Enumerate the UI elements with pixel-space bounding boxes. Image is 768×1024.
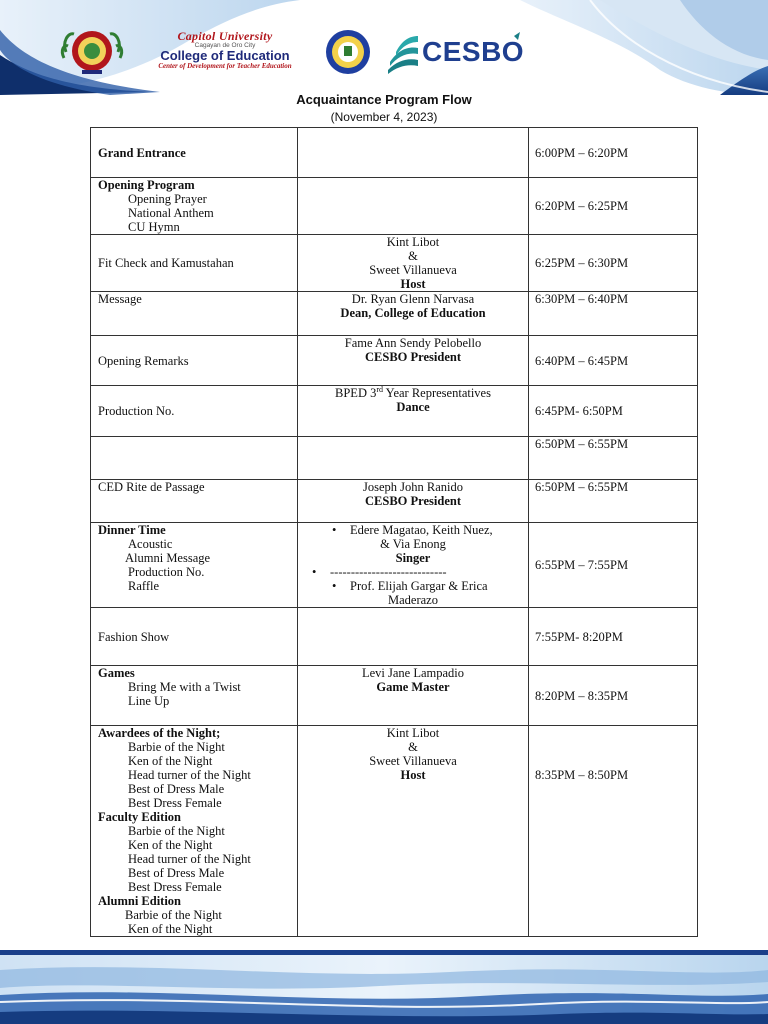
bullet-item [298,579,528,593]
person-name: Kint Libot [386,726,440,740]
person-role: Game Master [376,680,450,694]
activity-cell [91,292,298,336]
cesbo-wordmark: CESBO [422,36,525,67]
person-cell [298,336,529,386]
sub-item: Ken of the Night [128,922,213,936]
person-cell [298,235,529,292]
activity-title: CED Rite de Passage [98,480,205,494]
center-name: Center of Development for Teacher Education [158,62,292,71]
person-name: Joseph John Ranido [363,480,463,494]
person-cell [298,437,529,480]
person-cell [298,523,529,608]
time-slot: 6:25PM – 6:30PM [535,256,629,270]
time-slot: 6:20PM – 6:25PM [535,199,629,213]
table-row [91,386,698,437]
activity-cell [91,523,298,608]
person-role: CESBO President [365,494,461,508]
person-name: & [408,249,418,263]
sub-item: Barbie of the Night [128,740,225,754]
time-slot: 6:30PM – 6:40PM [535,292,629,306]
activity-title: Grand Entrance [98,145,186,160]
person-name: & Via Enong [380,537,446,551]
sub-item: Bring Me with a Twist [128,680,241,694]
time-cell [529,608,698,666]
person-name: Maderazo [388,593,438,607]
activity-cell [91,726,298,937]
time-cell [529,178,698,235]
sub-item: Ken of the Night [128,838,213,852]
person-name: Kint Libot [386,235,440,249]
time-slot: 8:20PM – 8:35PM [535,688,629,703]
bullet-icon: • [332,579,337,593]
ordinal-suffix: rd [376,384,384,394]
table-row [91,437,698,480]
sub-item: Best of Dress Male [128,866,225,880]
person-name-part: BPED 3 [335,386,377,400]
person-cell [298,608,529,666]
activity-cell [91,437,298,480]
time-cell [529,523,698,608]
person-cell [298,292,529,336]
section-heading: Faculty Edition [98,810,181,824]
sub-item: Opening Prayer [128,192,207,206]
sub-item: Barbie of the Night [125,908,222,922]
person-name: Sweet Villanueva [369,263,457,277]
sub-item: Line Up [128,694,170,708]
time-cell [529,336,698,386]
table-row [91,608,698,666]
person-role: CESBO President [365,350,461,364]
college-name: College of Education [160,48,290,64]
activity-title: Opening Remarks [98,353,189,368]
activity-title: Opening Program [98,178,195,192]
activity-title: Games [98,666,135,680]
activity-title: Production No. [98,404,175,418]
person-name-part: Year Representatives [383,386,491,400]
person-name: Levi Jane Lampadio [361,666,465,680]
university-name: Capitol University [177,29,273,43]
table-row [91,178,698,235]
time-slot: 6:00PM – 6:20PM [535,145,629,160]
time-cell [529,726,698,937]
section-heading: Alumni Edition [98,894,182,908]
sub-item: Best Dress Female [128,880,222,894]
time-slot: 6:50PM – 6:55PM [535,437,629,451]
time-cell [529,235,698,292]
table-row [91,726,698,937]
time-slot: 8:35PM – 8:50PM [535,768,629,782]
activity-cell [91,235,298,292]
sub-item: CU Hymn [128,220,180,234]
activity-title: Awardees of the Night; [98,726,221,740]
table-row [91,666,698,726]
activity-cell [91,480,298,523]
bullet-item [298,565,528,579]
sub-item: Raffle [128,579,160,593]
college-of-education-seal-icon [320,28,376,76]
person-name: Dr. Ryan Glenn Narvasa [351,292,475,306]
table-row [91,235,698,292]
person-cell [298,666,529,726]
time-slot: 6:55PM – 7:55PM [535,558,629,572]
bullet-item [298,523,528,537]
page-title: Acquaintance Program Flow [296,92,472,107]
table-row [91,292,698,336]
activity-cell [91,608,298,666]
person-role: Host [400,277,426,291]
letterhead [0,0,768,95]
table-row [91,336,698,386]
person-name: Sweet Villanueva [369,754,457,768]
sub-item: Ken of the Night [128,754,213,768]
activity-title: Message [98,292,142,306]
time-slot: 6:45PM- 6:50PM [535,404,623,418]
sub-item: Best of Dress Male [128,782,225,796]
time-slot: 7:55PM- 8:20PM [535,629,623,644]
sub-item: Production No. [128,565,205,579]
university-city: Cagayan de Oro City [194,41,256,49]
person-role: Singer [395,551,431,565]
table-row [91,523,698,608]
person-name [298,386,528,400]
activity-cell [91,178,298,235]
table-row [91,480,698,523]
person-name: Edere Magatao, Keith Nuez, [350,523,493,537]
footer-wave-decoration [0,940,768,1024]
activity-title: Fit Check and Kamustahan [98,256,234,270]
university-wordmark [150,30,300,70]
person-cell [298,726,529,937]
person-role: Dean, College of Education [340,306,486,320]
activity-cell [91,666,298,726]
time-cell [529,128,698,178]
person-role: Dance [396,400,430,414]
time-cell [529,437,698,480]
sub-item: Alumni Message [125,551,211,565]
sub-item: Barbie of the Night [128,824,225,838]
sub-item: Acoustic [128,537,173,551]
person-cell [298,480,529,523]
person-name: Prof. Elijah Gargar & Erica [350,579,488,593]
capitol-university-seal-icon [58,28,126,76]
activity-title: Dinner Time [98,523,166,537]
sub-item: Best Dress Female [128,796,222,810]
bullet-icon: • [332,523,337,537]
time-slot: 6:40PM – 6:45PM [535,353,629,368]
sub-item: Head turner of the Night [128,768,251,782]
time-cell [529,666,698,726]
activity-cell [91,336,298,386]
sub-item: National Anthem [128,206,214,220]
activity-cell [91,386,298,437]
footer-wave-graphic [0,940,768,1024]
program-flow-table [90,127,698,937]
time-slot: 6:50PM – 6:55PM [535,480,629,494]
activity-title: Fashion Show [98,629,170,644]
person-cell [298,386,529,437]
time-cell [529,386,698,437]
table-row [91,128,698,178]
separator: ---------------------------- [330,565,447,579]
person-cell [298,128,529,178]
page-date: (November 4, 2023) [330,110,438,124]
time-cell [529,480,698,523]
person-name: Fame Ann Sendy Pelobello [344,336,482,350]
activity-cell [91,128,298,178]
sub-item: Head turner of the Night [128,852,251,866]
time-cell [529,292,698,336]
person-cell [298,178,529,235]
person-role: Host [400,768,426,782]
person-name: & [408,740,418,754]
bullet-icon: • [312,565,317,579]
